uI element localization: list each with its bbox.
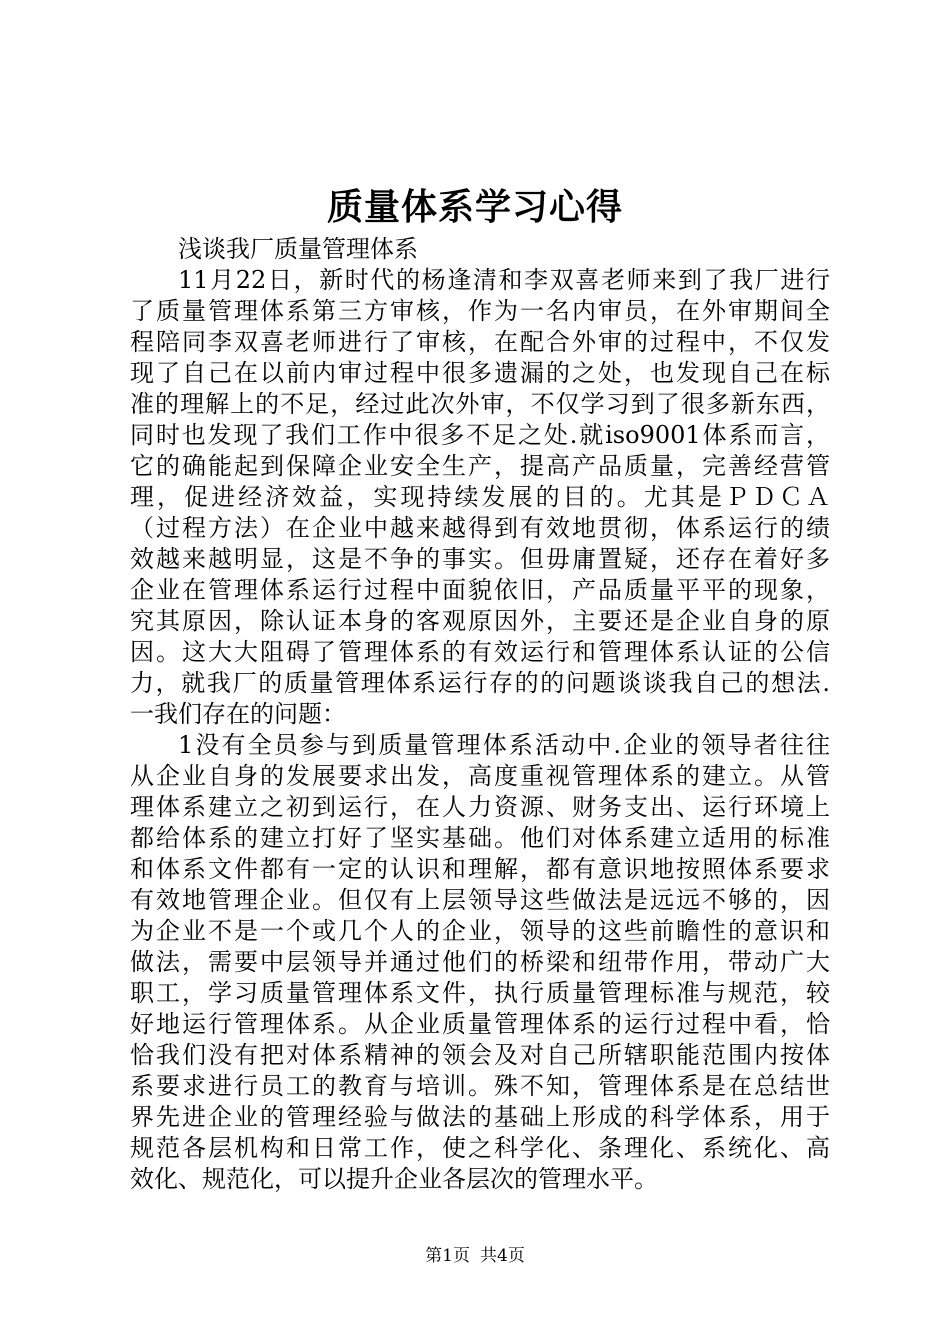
paragraph-line: （过程方法）在企业中越来越得到有效地贯彻，体系运行的绩 — [130, 514, 830, 542]
paragraph-line: 恰我们没有把对体系精神的领会及对自己所辖职能范围内按体 — [130, 1041, 830, 1069]
paragraph-line: 从企业自身的发展要求出发，高度重视管理体系的建立。从管 — [130, 762, 830, 790]
page-footer — [0, 1244, 950, 1268]
paragraph-line: 程陪同李双喜老师进行了审核，在配合外审的过程中，不仅发 — [130, 328, 830, 356]
section-heading-line: 一我们存在的问题： — [130, 700, 346, 728]
paragraph-line: 系要求进行员工的教育与培训。殊不知，管理体系是在总结世 — [130, 1072, 830, 1100]
page-total: 共4页 — [480, 1246, 525, 1266]
paragraph-line: 做法，需要中层领导并通过他们的桥梁和纽带作用，带动广大 — [130, 948, 830, 976]
paragraph-line: 和体系文件都有一定的认识和理解，都有意识地按照体系要求 — [130, 855, 830, 883]
paragraph-line: 它的确能起到保障企业安全生产，提高产品质量，完善经营管 — [130, 452, 830, 480]
paragraph-line: 规范各层机构和日常工作，使之科学化、条理化、系统化、高 — [130, 1134, 830, 1162]
paragraph-line: 界先进企业的管理经验与做法的基础上形成的科学体系，用于 — [130, 1103, 830, 1131]
paragraph-line: 理，促进经济效益，实现持续发展的目的。尤其是ＰＤＣＡ — [130, 483, 830, 511]
paragraph-line: 因。这大大阻碍了管理体系的有效运行和管理体系认证的公信 — [130, 638, 830, 666]
paragraph-line: 职工，学习质量管理体系文件，执行质量管理标准与规范，较 — [130, 979, 830, 1007]
paragraph-line: 为企业不是一个或几个人的企业，领导的这些前瞻性的意识和 — [130, 917, 830, 945]
paragraph-line: 现了自己在以前内审过程中很多遗漏的之处，也发现自己在标 — [130, 359, 830, 387]
paragraph-line: 11月22日，新时代的杨逢清和李双喜老师来到了我厂进行 — [178, 266, 830, 294]
document-body — [130, 234, 830, 1195]
page-number: 第1页 — [425, 1246, 470, 1266]
paragraph-line: 好地运行管理体系。从企业质量管理体系的运行过程中看，恰 — [130, 1010, 830, 1038]
paragraph-line: 理体系建立之初到运行，在人力资源、财务支出、运行环境上 — [130, 793, 830, 821]
paragraph-line: 效化、规范化，可以提升企业各层次的管理水平。 — [130, 1165, 658, 1193]
paragraph-line: 1没有全员参与到质量管理体系活动中.企业的领导者往往 — [178, 731, 830, 759]
paragraph-line: 同时也发现了我们工作中很多不足之处.就iso9001体系而言， — [130, 421, 830, 449]
paragraph-line: 了质量管理体系第三方审核，作为一名内审员，在外审期间全 — [130, 297, 830, 325]
paragraph-line: 都给体系的建立打好了坚实基础。他们对体系建立适用的标准 — [130, 824, 830, 852]
paragraph-line: 企业在管理体系运行过程中面貌依旧，产品质量平平的现象， — [130, 576, 830, 604]
paragraph-line: 效越来越明显，这是不争的事实。但毋庸置疑，还存在着好多 — [130, 545, 830, 573]
document-title: 质量体系学习心得 — [326, 186, 623, 228]
paragraph-line: 究其原因，除认证本身的客观原因外，主要还是企业自身的原 — [130, 607, 830, 635]
paragraph-line: 力，就我厂的质量管理体系运行存的的问题谈谈我自己的想法. — [130, 669, 830, 697]
paragraph-line: 准的理解上的不足，经过此次外审，不仅学习到了很多新东西， — [130, 390, 830, 418]
paragraph-line: 有效地管理企业。但仅有上层领导这些做法是远远不够的，因 — [130, 886, 830, 914]
subtitle-line: 浅谈我厂质量管理体系 — [178, 235, 418, 263]
